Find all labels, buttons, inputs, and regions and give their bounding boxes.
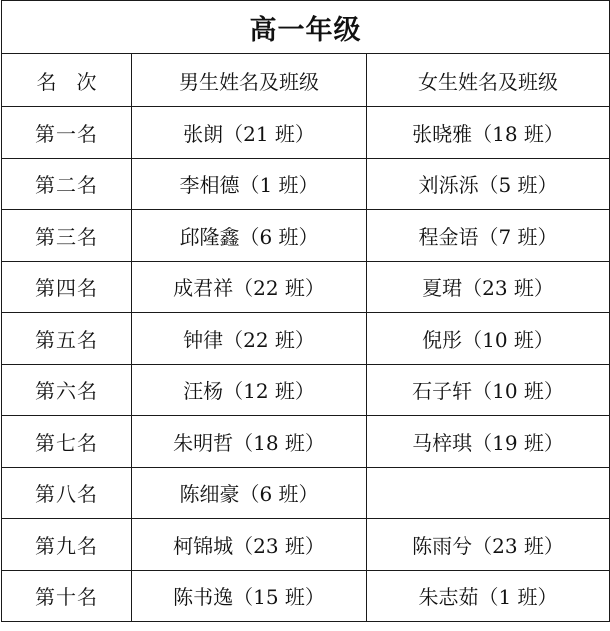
header-rank: 名 次	[2, 54, 132, 107]
table-row	[2, 210, 610, 262]
boy-cell: 陈细豪（6 班）	[132, 467, 367, 519]
table-row	[2, 467, 610, 519]
table-row	[2, 261, 610, 313]
boy-cell: 陈书逸（15 班）	[132, 570, 367, 622]
girl-cell: 张晓雅（18 班）	[367, 107, 610, 159]
rank-cell: 第三名	[2, 210, 132, 262]
rank-cell: 第五名	[2, 313, 132, 365]
header-girls: 女生姓名及班级	[367, 54, 610, 107]
girl-cell: 刘泺泺（5 班）	[367, 158, 610, 210]
boy-cell: 李相德（1 班）	[132, 158, 367, 210]
boy-cell: 张朗（21 班）	[132, 107, 367, 159]
table-row	[2, 158, 610, 210]
table-row	[2, 313, 610, 365]
girl-cell: 陈雨兮（23 班）	[367, 519, 610, 571]
table-title: 高一年级	[2, 1, 610, 54]
boy-cell: 成君祥（22 班）	[132, 261, 367, 313]
rank-cell: 第二名	[2, 158, 132, 210]
girl-cell: 朱志茹（1 班）	[367, 570, 610, 622]
table-row	[2, 364, 610, 416]
ranking-table	[1, 0, 610, 622]
girl-cell: 倪彤（10 班）	[367, 313, 610, 365]
rank-cell: 第一名	[2, 107, 132, 159]
table-row	[2, 570, 610, 622]
rank-cell: 第九名	[2, 519, 132, 571]
rank-cell: 第十名	[2, 570, 132, 622]
header-row	[2, 54, 610, 107]
boy-cell: 邱隆鑫（6 班）	[132, 210, 367, 262]
rank-cell: 第七名	[2, 416, 132, 468]
table-row	[2, 416, 610, 468]
girl-cell: 程金语（7 班）	[367, 210, 610, 262]
title-row	[2, 1, 610, 54]
girl-cell-empty	[367, 467, 610, 519]
girl-cell: 石子轩（10 班）	[367, 364, 610, 416]
table-row	[2, 107, 610, 159]
header-boys: 男生姓名及班级	[132, 54, 367, 107]
boy-cell: 钟律（22 班）	[132, 313, 367, 365]
boy-cell: 汪杨（12 班）	[132, 364, 367, 416]
girl-cell: 马梓琪（19 班）	[367, 416, 610, 468]
rank-cell: 第四名	[2, 261, 132, 313]
rank-cell: 第八名	[2, 467, 132, 519]
girl-cell: 夏珺（23 班）	[367, 261, 610, 313]
ranking-sheet	[1, 0, 609, 622]
boy-cell: 朱明哲（18 班）	[132, 416, 367, 468]
rank-cell: 第六名	[2, 364, 132, 416]
boy-cell: 柯锦城（23 班）	[132, 519, 367, 571]
table-row	[2, 519, 610, 571]
